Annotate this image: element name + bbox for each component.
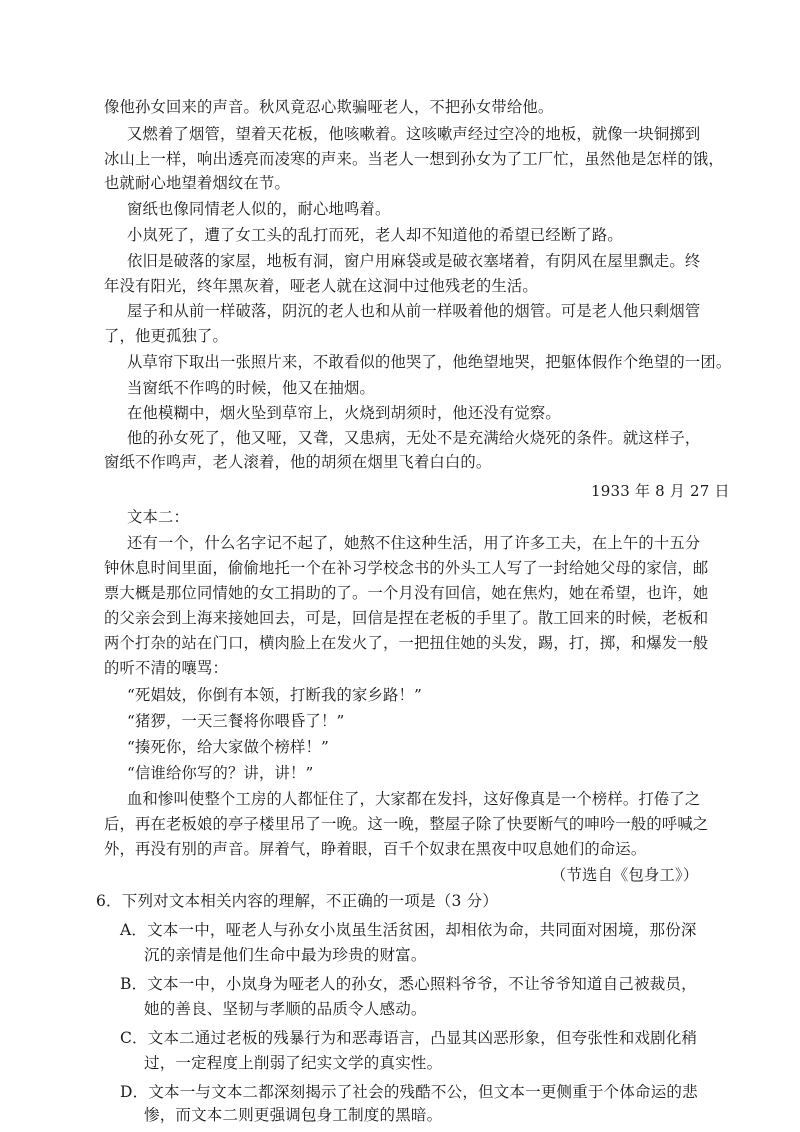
text2-quote: “信谁给你写的？讲，讲！” xyxy=(127,764,314,782)
option-d: D．文本一与文本二都深刻揭示了社会的残酷不公，但文本一更侧重于个体命运的悲 xyxy=(120,1083,698,1101)
option-a: A．文本一中，哑老人与孙女小岚虽生活贫困，却相依为命，共同面对困境，那份深 xyxy=(120,921,697,939)
text1-line: 他的孙女死了，他又哑，又聋，又患病，无处不是充满给火烧死的条件。就这样子， xyxy=(127,429,701,447)
text2-quote: “揍死你，给大家做个榜样！” xyxy=(127,738,330,756)
option-b: B．文本一中，小岚身为哑老人的孙女，悉心照料爷爷，不让爷爷知道自己被裁员， xyxy=(120,975,697,993)
option-a-cont: 沉的亲情是他们生命中最为珍贵的财富。 xyxy=(144,946,427,964)
text1-line: 年没有阳光，终年黑灰着，哑老人就在这洞中过他残老的生活。 xyxy=(104,277,538,295)
text1-line: 在他模糊中，烟火坠到草帘上，火烧到胡须时，他还没有觉察。 xyxy=(127,404,561,422)
text1-line: 小岚死了，遭了女工头的乱打而死，老人却不知道他的希望已经断了路。 xyxy=(127,226,623,244)
text1-line: 从草帘下取出一张照片来，不敢看似的他哭了，他绝望地哭，把躯体假作个绝望的一团。 xyxy=(127,353,732,371)
text1-line: 了，他更孤独了。 xyxy=(104,327,228,345)
text1-date: 1933 年 8 月 27 日 xyxy=(591,482,730,500)
text1-line: 依旧是破落的家屋，地板有洞，窗户用麻袋或是破衣塞堵着，有阴风在屋里飘走。终 xyxy=(127,252,701,270)
text2-line: 票大概是那位同情她的女工捐助的了。一个月没有回信，她在焦灼，她在希望，也许，她 xyxy=(104,584,709,602)
text1-line: 也就耐心地望着烟纹在节。 xyxy=(104,174,290,192)
option-c: C．文本二通过老板的残暴行为和恶毒语言，凸显其凶恶形象，但夸张性和戏剧化稍 xyxy=(120,1029,698,1047)
text2-line: 血和惨叫使整个工房的人都怔住了，大家都在发抖，这好像真是一个榜样。打倦了之 xyxy=(127,790,701,808)
text1-line: 冰山上一样，响出透亮而凌寒的声来。当老人一想到孙女为了工厂忙，虽然他是怎样的饿， xyxy=(104,150,724,168)
text2-line: 还有一个，什么名字记不起了，她熬不住这种生活，用了许多工夫，在上午的十五分 xyxy=(127,534,701,552)
text2-source: （节选自《包身工》） xyxy=(551,866,699,884)
option-b-cont: 她的善良、坚韧与孝顺的品质令人感动。 xyxy=(144,1000,427,1018)
text2-quote: “死娼妓，你倒有本领，打断我的家乡路！” xyxy=(127,686,422,704)
text2-line: 两个打杂的站在门口，横肉脸上在发火了，一把扭住她的头发，踢，打，掷，和爆发一般 xyxy=(104,634,709,652)
option-c-cont: 过，一定程度上削弱了纪实文学的真实性。 xyxy=(144,1054,443,1072)
text1-line: 屋子和从前一样破落，阴沉的老人也和从前一样吸着他的烟管。可是老人他只剩烟管 xyxy=(127,302,701,320)
text2-line: 的听不清的嚷骂： xyxy=(104,659,228,677)
text1-line: 又燃着了烟管，望着天花板，他咳嗽着。这咳嗽声经过空冷的地板，就像一块铜掷到 xyxy=(127,125,701,143)
text1-line: 窗纸也像同情老人似的，耐心地鸣着。 xyxy=(127,200,391,218)
text1-line: 像他孙女回来的声音。秋风竟忍心欺骗哑老人，不把孙女带给他。 xyxy=(104,98,554,116)
text2-line: 后，再在老板娘的亭子楼里吊了一晚。这一晚，整屋子除了快要断气的呻吟一般的呼喊之 xyxy=(104,815,709,833)
text1-line: 窗纸不作鸣声，老人滚着，他的胡须在烟里飞着白白的。 xyxy=(104,453,492,471)
question-stem: 6．下列对文本相关内容的理解，不正确的一项是（3 分） xyxy=(96,892,499,910)
text2-heading: 文本二： xyxy=(127,508,189,526)
text2-line: 的父亲会到上海来接她回去，可是，回信是捏在老板的手里了。散工回来的时候，老板和 xyxy=(104,609,709,627)
text1-line: 当窗纸不作鸣的时候，他又在抽烟。 xyxy=(127,379,375,397)
text2-line: 钟休息时间里面，偷偷地托一个在补习学校念书的外头工人写了一封给她父母的家信，邮 xyxy=(104,559,709,577)
option-d-cont: 惨，而文本二则更强调包身工制度的黑暗。 xyxy=(144,1106,443,1124)
text2-quote: “猪猡，一天三餐将你喂昏了！” xyxy=(127,712,345,730)
text2-line: 外，再没有别的声音。屏着气，睁着眼，百千个奴隶在黑夜中叹息她们的命运。 xyxy=(104,840,647,858)
